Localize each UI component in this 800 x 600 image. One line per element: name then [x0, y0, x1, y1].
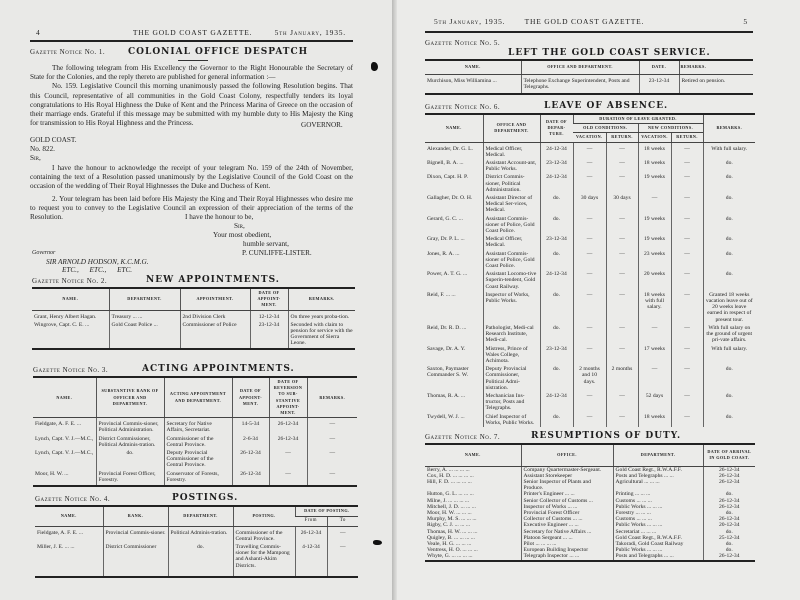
column-header: REMARKS. [679, 60, 753, 74]
column-header: NAME. [32, 288, 109, 310]
header-rule [30, 40, 353, 42]
notice-label: Gazette Notice No. 7. [425, 433, 501, 441]
notice-label: Gazette Notice No. 5. [425, 39, 501, 47]
table-row: Wingrove, Capt. C. E. ... Gold Coast Police ... Commissioner of Police 23-12-34 Seconded with claim to pension for service with the Government of Sierra Leone. [32, 321, 355, 349]
notice-title: POSTINGS. [172, 493, 239, 503]
header-rule [425, 31, 753, 33]
telegram-text: No. 159. Legislative Council this morning unanimously passed the following Resolution begins. That this Council, representative of all communities in the Gold Coast Colony, respectfully tenders its loyal congratulations to His Royal Highness the Duke of Kent and the Princess Marina of Greece on the occasion of their marriage ends. Grateful if this message may be submitted with my humble duty to His Majesty the King for transmission to His Royal Highness and the Princess. [30, 82, 353, 128]
column-header: From [295, 516, 327, 526]
column-header: To [327, 516, 358, 526]
table-row: Jones, R. A. ... Assistant Commis-sioner of Police, Gold Coast Police. do. — — 23 weeks — do. [425, 250, 755, 271]
address-line-1: GOLD COAST. [30, 136, 77, 144]
resumptions-table [425, 443, 755, 562]
table-row: Veale, H. G. ... ... ... Pilot ... ... ... ... Takoradi, Gold Coast Railway do. [425, 541, 755, 547]
table-row: Lynch, Capt. V. J.—M.C., do. Deputy Provincial Commissioner of the Central Province. 26-12-34 — — [33, 449, 357, 470]
left-service-table [425, 59, 753, 95]
column-header: NAME. [425, 444, 521, 466]
table-row: Gallagher, Dr. O. H. Assistant Director of Medical Ser-vices, Medical. do. 30 days 30 days — — do. [425, 194, 755, 215]
table-row: Fieldgate, A. F. E. ... Provincial Commis-sioner, Political Administration. Secretary for Native Affairs, Secretariat. 14-5-34 26-12-34 — [33, 418, 357, 435]
page-number: 4 [36, 28, 41, 37]
title-underline [178, 60, 208, 61]
table-row: Cox, H. D. ... ... ... ... Assistant Storekeeper Posts and Telegraphs ... ... 26-12-34 [425, 473, 755, 479]
column-header: RETURN. [606, 133, 638, 142]
notice-title: ACTING APPOINTMENTS. [142, 364, 295, 374]
table-row: Hill, F. D. ... ... ... ... Senior Inspector of Plants and Produce. Agricultural ... ... ... 26-12-34 [425, 479, 755, 491]
table-row: Mitchell, J. D. ... ... ... Inspector of Works ... ... Public Works ... ... ... 26-12-34 [425, 504, 755, 510]
table-row: Savage, Dr. A. Y. Mistress, Prince of Wales College, Achimota. 23-12-34 — — 17 weeks — With full salary. [425, 345, 755, 366]
column-header: DATE OF POSTING. [295, 506, 358, 516]
table-row: Dixon, Capt. H. P. District Commis-sioner, Political Administration. 24-12-34 — — 19 weeks — do. [425, 173, 755, 194]
column-header: POSTING. [233, 506, 295, 526]
column-header: RETURN. [671, 133, 703, 142]
salutation: Sir, [30, 154, 41, 162]
column-header: DATE. [639, 60, 679, 74]
left-page [0, 0, 392, 600]
page-number: 5 [743, 17, 748, 26]
table-row: Reid, F. ... ... Inspector of Works, Public Works. do. — — 18 weeks with full salary. — Granted 18 weeks vacation leave out of 20 weeks leave earned in respect of present tour. [425, 291, 755, 324]
table-row: Grant, Henry Albert Hagan. Treasury ... ... 2nd Division Clerk 12-12-34 On three years proba-tion. [32, 310, 355, 321]
table-row: Fieldgate, A. F. E. ... Provincial Commis-sioner. Political Adminis-tration. Commissioner of the Central Province. 26-12-34 — [35, 526, 358, 543]
addressee-etc: ETC., ETC., ETC. [62, 266, 133, 274]
addressee-name: SIR ARNOLD HODSON, K.C.M.G. [46, 258, 149, 266]
column-header: VACATION. [573, 133, 606, 142]
column-header: NAME. [425, 60, 521, 74]
column-header: NEW CONDITIONS. [638, 124, 703, 133]
table-row: Moor, H. W. ... Provincial Forest Officer, Forestry. Conservator of Forests, Forestry. 26-12-34 — — [33, 470, 357, 486]
column-header: DATE OF APPOINT-MENT. [250, 288, 288, 310]
notice-title: COLONIAL OFFICE DESPATCH [128, 47, 309, 57]
address-line-2: No. 822. [30, 145, 55, 153]
reply-paragraph-2: 2. Your telegram has been laid before His Majesty the King and Their Royal Highnesses who desire me to request you to convey to the Legislative Council an expression of their appreciation of the terms of the Resolution. [30, 194, 353, 222]
column-header: APPOINTMENT. [180, 288, 250, 310]
column-header: DATE OF ARRIVAL IN GOLD COAST. [703, 444, 755, 466]
right-page [397, 0, 800, 600]
signatory: P. CUNLIFFE-LISTER. [242, 249, 312, 257]
issue-date: 5th January, 1935. [274, 28, 346, 37]
column-header: NAME. [33, 377, 96, 418]
table-row: Lynch, Capt. V. J.—M.C., District Commissioner, Political Adminis-tration. Commissioner of the Central Province. 2-6-34 26-12-34 — [33, 435, 357, 449]
column-header: OFFICE AND DEPARTMENT. [521, 60, 639, 74]
column-header: REMARKS. [288, 288, 355, 310]
table-row: Saxton, Paymaster Commander S. W. Deputy Provincial Commissioner, Political Admi-nistration. do. 2 months and 10 days. 2 months — — do. [425, 365, 755, 392]
column-header: DEPARTMENT. [168, 506, 233, 526]
notice-title: NEW APPOINTMENTS. [146, 275, 280, 285]
notice-label: Gazette Notice No. 6. [425, 103, 501, 111]
column-header: DATE OF REVERSION TO SUB-STANTIVE APPOINT-MENT. [269, 377, 307, 418]
column-header: DATE OF APPOINT-MENT. [232, 377, 269, 418]
column-header: DATE OF DEPAR-TURE. [540, 114, 573, 142]
closing-line-4: humble servant, [243, 240, 289, 248]
closing-line-2: Sir, [234, 222, 245, 230]
column-header: REMARKS. [307, 377, 357, 418]
issue-date: 5th January, 1935. [434, 17, 506, 26]
table-row: Alexander, Dr. G. L. Medical Officer, Medical. 24-12-34 — — 18 weeks — With full salary. [425, 142, 755, 159]
table-row: Gray, Dr. P. L. ... Medical Officer, Medical. 23-12-34 — — 19 weeks — do. [425, 235, 755, 249]
gazette-title: THE GOLD COAST GAZETTE. [132, 28, 253, 37]
despatch-intro: The following telegram from His Excellency the Governor to the Right Honourable the Secretary of State for the Colonies, and the reply thereto are published for general information :— [30, 64, 353, 82]
table-row: Berry, A. ... ... ... ... Company Quartermaster-Sergeant. Gold Coast Regt., R.W.A.F.F. 26-12-34 [425, 466, 755, 473]
notice-title: RESUMPTIONS OF DUTY. [531, 431, 682, 441]
gazette-title: THE GOLD COAST GAZETTE. [524, 17, 645, 26]
column-header: SUBSTANTIVE RANK OF OFFICER AND DEPARTMENT. [96, 377, 164, 418]
column-header: RANK. [103, 506, 168, 526]
table-row: Moor, H. W. ... ... ... Provincial Forest Officer Forestry ... ... ... do. [425, 510, 755, 516]
table-row: Bignell, B. A. ... Assistant Account-ant, Public Works. 23-12-34 — — 18 weeks — do. [425, 159, 755, 173]
table-row: Twydell, W. J. ... Chief Inspector of Works, Public Works. do. — — 18 weeks — do. [425, 413, 755, 427]
table-row: Reid, Dr. R. D. ... Pathologist, Medi-cal Research Institute, Medi-cal. do. — — — — With full salary on the ground of urgent pri-vate affairs. [425, 324, 755, 345]
table-row: Ventress, H. O. ... ... ... European Building Inspector Public Works ... ... ... do. [425, 547, 755, 553]
despatch-body [30, 64, 353, 128]
notice-label: Gazette Notice No. 4. [35, 495, 111, 503]
column-header: REMARKS. [703, 114, 755, 142]
leave-of-absence-table [425, 113, 755, 427]
governor-signature: GOVERNOR. [301, 121, 343, 129]
notice-title: LEAVE OF ABSENCE. [544, 101, 669, 111]
punch-hole-mark [373, 540, 382, 545]
notice-label: Gazette Notice No. 3. [33, 366, 109, 374]
closing-line-3: Your most obedient, [213, 231, 272, 239]
column-header: ACTING APPOINTMENT AND DEPARTMENT. [164, 377, 232, 418]
table-row: Murchison, Miss Williamina ... Telephone Exchange Superintendent, Posts and Telegraphs. 23-12-34 Retired on pension. [425, 74, 753, 94]
postings-table [35, 505, 358, 578]
column-header: NAME. [425, 114, 483, 142]
table-row: Power, A. T. G. ... Assistant Locomo-tive Superin-tendent, Gold Coast Railway. 24-12-34 — — 20 weeks — do. [425, 270, 755, 291]
left-page-header [36, 28, 346, 37]
column-header: OFFICE AND DEPARTMENT. [483, 114, 540, 142]
table-row: Thomas, R. A. ... Mechanician Ins-tructor, Posts and Telegraphs. 24-12-34 — — 52 days — do. [425, 392, 755, 413]
punch-hole-mark [371, 62, 378, 71]
table-row: Whyte, G. ... ... ... ... Telegraph Inspector ... ... Posts and Telegraphs ... ... 26-12-34 [425, 553, 755, 560]
table-row: Rigby, C. J. ... ... ... Executive Engineer ... ... Public Works ... ... ... 20-12-34 [425, 522, 755, 528]
notice-label: Gazette Notice No. 2. [32, 277, 108, 285]
table-row: Gerard, G. C. ... Assistant Commis-sioner of Police, Gold Coast Police. do. — — 19 weeks — do. [425, 215, 755, 236]
column-header: OFFICE. [521, 444, 613, 466]
column-header: DURATION OF LEAVE GRANTED. [573, 114, 703, 124]
notice-label: Gazette Notice No. 1. [30, 48, 106, 56]
acting-appointments-table [33, 376, 357, 487]
table-row: Hutton, G. L. ... ... ... Printer's Engineer ... ... Printing ... ... ... do. [425, 491, 755, 497]
table-row: Quigley, B. ... ... ... ... Platoon Sergeant ... ... Gold Coast Regt., R.W.A.F.F. 25-12-34 [425, 535, 755, 541]
table-row: Murphy, M. S. ... ... ... Collector of Customs ... ... Customs ... ... ... 26-12-34 [425, 516, 755, 522]
table-row: Thomas, H. W. ... ... ... Secretary for Native Affairs ... Secretariat ... ... ... do. [425, 529, 755, 535]
notice-title: LEFT THE GOLD COAST SERVICE. [508, 48, 711, 58]
new-appointments-table [32, 287, 355, 350]
table-row: Miller, J. E. ... ... District Commissioner do. Travelling Commis-sioner for the Mampong and Ashanti-Akim Districts. 4-12-34 — [35, 543, 358, 577]
closing-line-1: I have the honour to be, [185, 213, 254, 221]
addressee-role: Governor [32, 250, 56, 256]
column-header: DEPARTMENT. [109, 288, 180, 310]
column-header: VACATION. [638, 133, 671, 142]
reply-paragraph-1: I have the honour to acknowledge the receipt of your telegram No. 159 of the 24th of November, containing the text of a Resolution passed unanimously by the Legislative Council of the Gold Coast on the occasion of the wedding of Their Royal Highnesses the Duke and Duchess of Kent. [30, 164, 353, 191]
column-header: NAME. [35, 506, 103, 526]
column-header: DEPARTMENT. [613, 444, 703, 466]
column-header: OLD CONDITIONS. [573, 124, 638, 133]
table-row: Milne, J. ... ... ... ... Senior Collector of Customs ... Customs ... ... ... 26-12-34 [425, 498, 755, 504]
right-page-header [434, 17, 748, 26]
